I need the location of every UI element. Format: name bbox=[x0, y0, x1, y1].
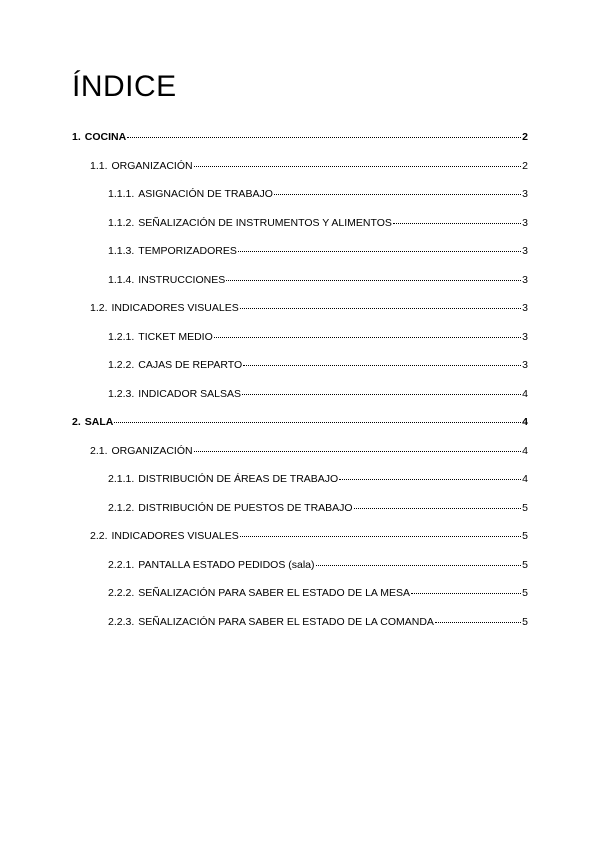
toc-entry-number: 1.2.1. bbox=[108, 330, 135, 343]
toc-entry-number: 2.2.3. bbox=[108, 615, 135, 628]
toc-entry-title: INDICADORES VISUALES bbox=[111, 530, 239, 542]
toc-dot-leader bbox=[435, 612, 521, 623]
toc-entry-title: SEÑALIZACIÓN DE INSTRUMENTOS Y ALIMENTOS bbox=[138, 216, 392, 229]
toc-entry-number: 1.1. bbox=[90, 159, 108, 172]
toc-dot-leader bbox=[242, 384, 521, 395]
toc-entry-title: DISTRIBUCIÓN DE ÁREAS DE TRABAJO bbox=[138, 473, 339, 485]
toc-entry[interactable] bbox=[108, 215, 528, 229]
toc-dot-leader bbox=[274, 184, 521, 195]
toc-page-number: 3 bbox=[522, 188, 528, 200]
toc-page-number: 3 bbox=[522, 359, 528, 371]
toc-page-number: 3 bbox=[522, 302, 528, 314]
toc-page-number: 2 bbox=[522, 131, 528, 143]
toc-page-number: 3 bbox=[522, 273, 528, 286]
toc-entry-number: 1.1.1. bbox=[108, 188, 135, 200]
toc-entry-title: ORGANIZACIÓN bbox=[111, 444, 193, 457]
toc-entry[interactable] bbox=[90, 300, 528, 314]
toc-entry-number: 2.1.1. bbox=[108, 473, 135, 485]
toc-entry-title: SEÑALIZACIÓN PARA SABER EL ESTADO DE LA COMANDA bbox=[138, 615, 434, 628]
toc-dot-leader bbox=[339, 469, 521, 480]
toc-entry-number: 1. bbox=[72, 131, 81, 143]
toc-entry[interactable] bbox=[108, 557, 528, 571]
toc-entry[interactable] bbox=[108, 329, 528, 343]
toc-entry-title: TICKET MEDIO bbox=[138, 330, 213, 343]
toc-entry[interactable] bbox=[90, 443, 528, 457]
toc-entry[interactable] bbox=[90, 158, 528, 172]
toc-entry[interactable] bbox=[108, 585, 528, 599]
toc-dot-leader bbox=[243, 355, 521, 366]
toc-entry-number: 2.1. bbox=[90, 444, 108, 457]
toc-page-number: 5 bbox=[522, 501, 528, 514]
toc-dot-leader bbox=[240, 298, 521, 309]
toc-entry-number: 1.1.4. bbox=[108, 273, 135, 286]
toc-dot-leader bbox=[194, 156, 522, 167]
toc-entry-title: INSTRUCCIONES bbox=[138, 273, 226, 286]
toc-entry-number: 2.2.1. bbox=[108, 558, 135, 571]
toc-entry-number: 1.1.3. bbox=[108, 245, 135, 257]
toc-dot-leader bbox=[354, 498, 522, 509]
toc-entry-number: 2.2. bbox=[90, 530, 108, 542]
toc-entry[interactable] bbox=[108, 243, 528, 257]
toc-entry-title: COCINA bbox=[84, 131, 127, 143]
toc-entry[interactable] bbox=[108, 386, 528, 400]
toc-page-number: 5 bbox=[522, 558, 528, 571]
toc-dot-leader bbox=[393, 213, 521, 224]
toc-dot-leader bbox=[194, 441, 522, 452]
toc-entry-number: 2.1.2. bbox=[108, 501, 135, 514]
toc-dot-leader bbox=[127, 127, 521, 138]
toc-entry-title: SEÑALIZACIÓN PARA SABER EL ESTADO DE LA MESA bbox=[138, 587, 411, 599]
toc-entry-title: PANTALLA ESTADO PEDIDOS (sala) bbox=[138, 558, 315, 571]
toc-dot-leader bbox=[226, 270, 521, 281]
toc-entry-title: TEMPORIZADORES bbox=[138, 245, 237, 257]
toc-dot-leader bbox=[238, 241, 521, 252]
toc-dot-leader bbox=[411, 583, 521, 594]
toc-page-number: 4 bbox=[522, 387, 528, 400]
toc-page-number: 5 bbox=[522, 615, 528, 628]
toc-entry-title: INDICADORES VISUALES bbox=[111, 302, 239, 314]
toc-entry-title: SALA bbox=[84, 416, 114, 428]
toc-dot-leader bbox=[316, 555, 522, 566]
toc-entry[interactable] bbox=[108, 272, 528, 286]
toc-page-number: 5 bbox=[522, 530, 528, 542]
toc-entry[interactable] bbox=[108, 357, 528, 371]
toc-page-number: 2 bbox=[522, 159, 528, 172]
toc-entry-title: ORGANIZACIÓN bbox=[111, 159, 193, 172]
toc-entry-number: 1.2. bbox=[90, 302, 108, 314]
toc-entry-title: ASIGNACIÓN DE TRABAJO bbox=[138, 188, 273, 200]
toc-page-number: 4 bbox=[522, 473, 528, 485]
toc-entry[interactable] bbox=[108, 500, 528, 514]
toc-page-number: 3 bbox=[522, 245, 528, 257]
toc-entry-title: INDICADOR SALSAS bbox=[138, 387, 241, 400]
toc-entry-number: 1.2.2. bbox=[108, 359, 135, 371]
toc-dot-leader bbox=[114, 412, 521, 423]
toc-dot-leader bbox=[240, 526, 521, 537]
toc-entry-title: CAJAS DE REPARTO bbox=[138, 359, 243, 371]
toc-entry-number: 2.2.2. bbox=[108, 587, 135, 599]
toc-entry[interactable] bbox=[72, 414, 528, 428]
toc-entry[interactable] bbox=[108, 186, 528, 200]
toc-entry-number: 1.1.2. bbox=[108, 216, 135, 229]
page-title: ÍNDICE bbox=[72, 70, 177, 103]
toc-page-number: 4 bbox=[522, 416, 528, 428]
toc-entry-number: 2. bbox=[72, 416, 81, 428]
toc-page-number: 5 bbox=[522, 587, 528, 599]
toc-entry[interactable] bbox=[108, 614, 528, 628]
toc-entry[interactable] bbox=[90, 528, 528, 542]
toc-page-number: 3 bbox=[522, 330, 528, 343]
toc-dot-leader bbox=[214, 327, 521, 338]
toc-page-number: 4 bbox=[522, 444, 528, 457]
toc-page-number: 3 bbox=[522, 216, 528, 229]
toc-entry[interactable] bbox=[72, 129, 528, 143]
toc-entry-number: 1.2.3. bbox=[108, 387, 135, 400]
toc-entry[interactable] bbox=[108, 471, 528, 485]
toc-entry-title: DISTRIBUCIÓN DE PUESTOS DE TRABAJO bbox=[138, 501, 353, 514]
